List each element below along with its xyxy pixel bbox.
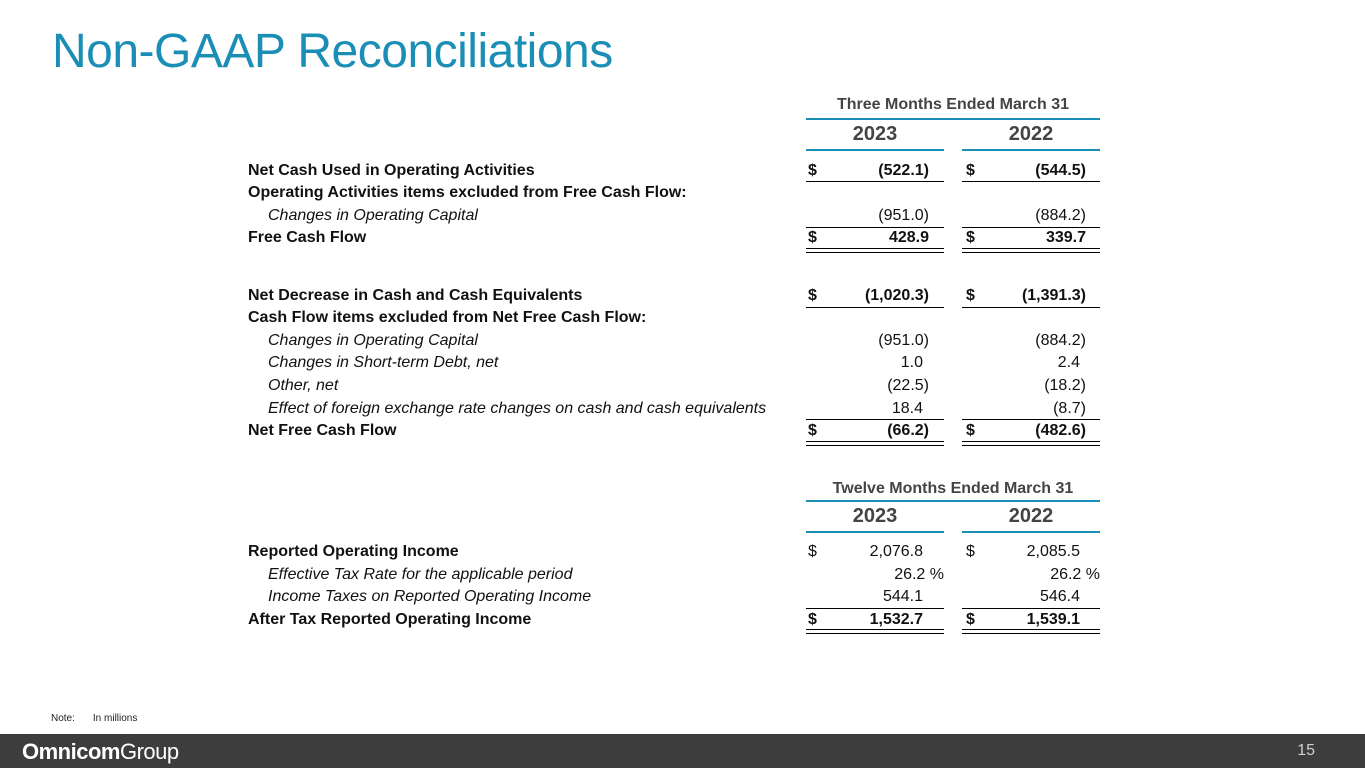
double-underline bbox=[962, 629, 1100, 634]
omnicom-group-logo: OmnicomGroup bbox=[22, 739, 179, 764]
row-label: Net Cash Used in Operating Activities bbox=[248, 162, 535, 179]
value-2023: 544.1 bbox=[882, 588, 923, 605]
double-underline bbox=[806, 248, 944, 253]
year-rule-2022 bbox=[962, 531, 1100, 533]
value-2023: 428.9 bbox=[888, 229, 929, 246]
footnote-text: In millions bbox=[92, 713, 138, 724]
table-row bbox=[0, 541, 1365, 563]
value-2023: (522.1) bbox=[878, 162, 929, 179]
currency-symbol: $ bbox=[808, 543, 817, 560]
value-2022: 26.2 % bbox=[1050, 566, 1100, 583]
value-2022: 339.7 bbox=[1045, 229, 1086, 246]
table-row bbox=[0, 205, 1365, 227]
currency-symbol: $ bbox=[808, 162, 817, 179]
value-2023: 26.2 % bbox=[894, 566, 944, 583]
currency-symbol: $ bbox=[966, 287, 975, 304]
footer-bar bbox=[0, 734, 1365, 768]
table-row bbox=[0, 375, 1365, 397]
currency-symbol: $ bbox=[966, 229, 975, 246]
footnote bbox=[51, 713, 155, 724]
row-label: Income Taxes on Reported Operating Income bbox=[268, 588, 592, 605]
value-2023: (951.0) bbox=[878, 332, 929, 349]
table-row bbox=[0, 285, 1365, 307]
table-row bbox=[0, 182, 1365, 204]
footnote-label: Note: bbox=[51, 713, 75, 724]
value-2023: 18.4 bbox=[891, 400, 923, 417]
double-underline bbox=[806, 629, 944, 634]
value-2023: (22.5) bbox=[887, 377, 929, 394]
row-label: Net Decrease in Cash and Cash Equivalents bbox=[248, 287, 583, 304]
row-label: Effective Tax Rate for the applicable period bbox=[268, 566, 573, 583]
table-row bbox=[0, 420, 1365, 442]
row-label: Other, net bbox=[268, 377, 339, 394]
year-rule-2022 bbox=[962, 149, 1100, 151]
currency-symbol: $ bbox=[966, 162, 975, 179]
row-label: Reported Operating Income bbox=[248, 543, 459, 560]
table-row bbox=[0, 352, 1365, 374]
table-row bbox=[0, 160, 1365, 182]
period-header-rule bbox=[806, 118, 1100, 120]
row-label: Changes in Operating Capital bbox=[268, 207, 478, 224]
currency-symbol: $ bbox=[808, 287, 817, 304]
value-2022: (884.2) bbox=[1035, 332, 1086, 349]
period-header-twelve-months: Twelve Months Ended March 31 bbox=[832, 480, 1074, 497]
value-2022: (8.7) bbox=[1053, 400, 1086, 417]
currency-symbol: $ bbox=[808, 611, 817, 628]
value-2023: (951.0) bbox=[878, 207, 929, 224]
value-2022: (884.2) bbox=[1035, 207, 1086, 224]
value-2023: 2,076.8 bbox=[869, 543, 923, 560]
row-label: Net Free Cash Flow bbox=[248, 422, 397, 439]
row-label: Operating Activities items excluded from Free Cash Flow: bbox=[248, 184, 687, 201]
value-2023: 1.0 bbox=[900, 354, 923, 371]
table-row bbox=[0, 398, 1365, 420]
table-row bbox=[0, 564, 1365, 586]
row-label: After Tax Reported Operating Income bbox=[248, 611, 532, 628]
value-2023: (1,020.3) bbox=[864, 287, 929, 304]
period-header-three-months: Three Months Ended March 31 bbox=[836, 96, 1070, 113]
double-underline bbox=[806, 441, 944, 446]
value-2022: 1,539.1 bbox=[1026, 611, 1080, 628]
currency-symbol: $ bbox=[966, 543, 975, 560]
row-label: Changes in Short-term Debt, net bbox=[268, 354, 499, 371]
value-2023: (66.2) bbox=[887, 422, 929, 439]
currency-symbol: $ bbox=[966, 611, 975, 628]
page-number: 15 bbox=[1297, 742, 1315, 759]
value-2022: 546.4 bbox=[1039, 588, 1080, 605]
period-header-rule bbox=[806, 500, 1100, 502]
currency-symbol: $ bbox=[808, 229, 817, 246]
double-underline bbox=[962, 441, 1100, 446]
double-underline bbox=[962, 248, 1100, 253]
year-header-2023: 2023 bbox=[852, 505, 898, 527]
year-header-2022: 2022 bbox=[1008, 505, 1054, 527]
year-header-2022: 2022 bbox=[1008, 123, 1054, 145]
currency-symbol: $ bbox=[966, 422, 975, 439]
value-2022: 2,085.5 bbox=[1026, 543, 1080, 560]
row-label: Cash Flow items excluded from Net Free Cash Flow: bbox=[248, 309, 647, 326]
table-row bbox=[0, 330, 1365, 352]
value-2022: (1,391.3) bbox=[1021, 287, 1086, 304]
table-row bbox=[0, 586, 1365, 608]
currency-symbol: $ bbox=[808, 422, 817, 439]
table-row bbox=[0, 227, 1365, 249]
table-row bbox=[0, 609, 1365, 631]
value-2022: (544.5) bbox=[1035, 162, 1086, 179]
value-2022: 2.4 bbox=[1057, 354, 1080, 371]
year-rule-2023 bbox=[806, 531, 944, 533]
year-header-2023: 2023 bbox=[852, 123, 898, 145]
row-label: Changes in Operating Capital bbox=[268, 332, 478, 349]
value-2022: (18.2) bbox=[1044, 377, 1086, 394]
row-label: Effect of foreign exchange rate changes on cash and cash equivalents bbox=[268, 400, 767, 417]
page-title: Non-GAAP Reconciliations bbox=[52, 25, 613, 78]
value-2023: 1,532.7 bbox=[869, 611, 923, 628]
table-row bbox=[0, 307, 1365, 329]
row-label: Free Cash Flow bbox=[248, 229, 367, 246]
value-2022: (482.6) bbox=[1035, 422, 1086, 439]
year-rule-2023 bbox=[806, 149, 944, 151]
